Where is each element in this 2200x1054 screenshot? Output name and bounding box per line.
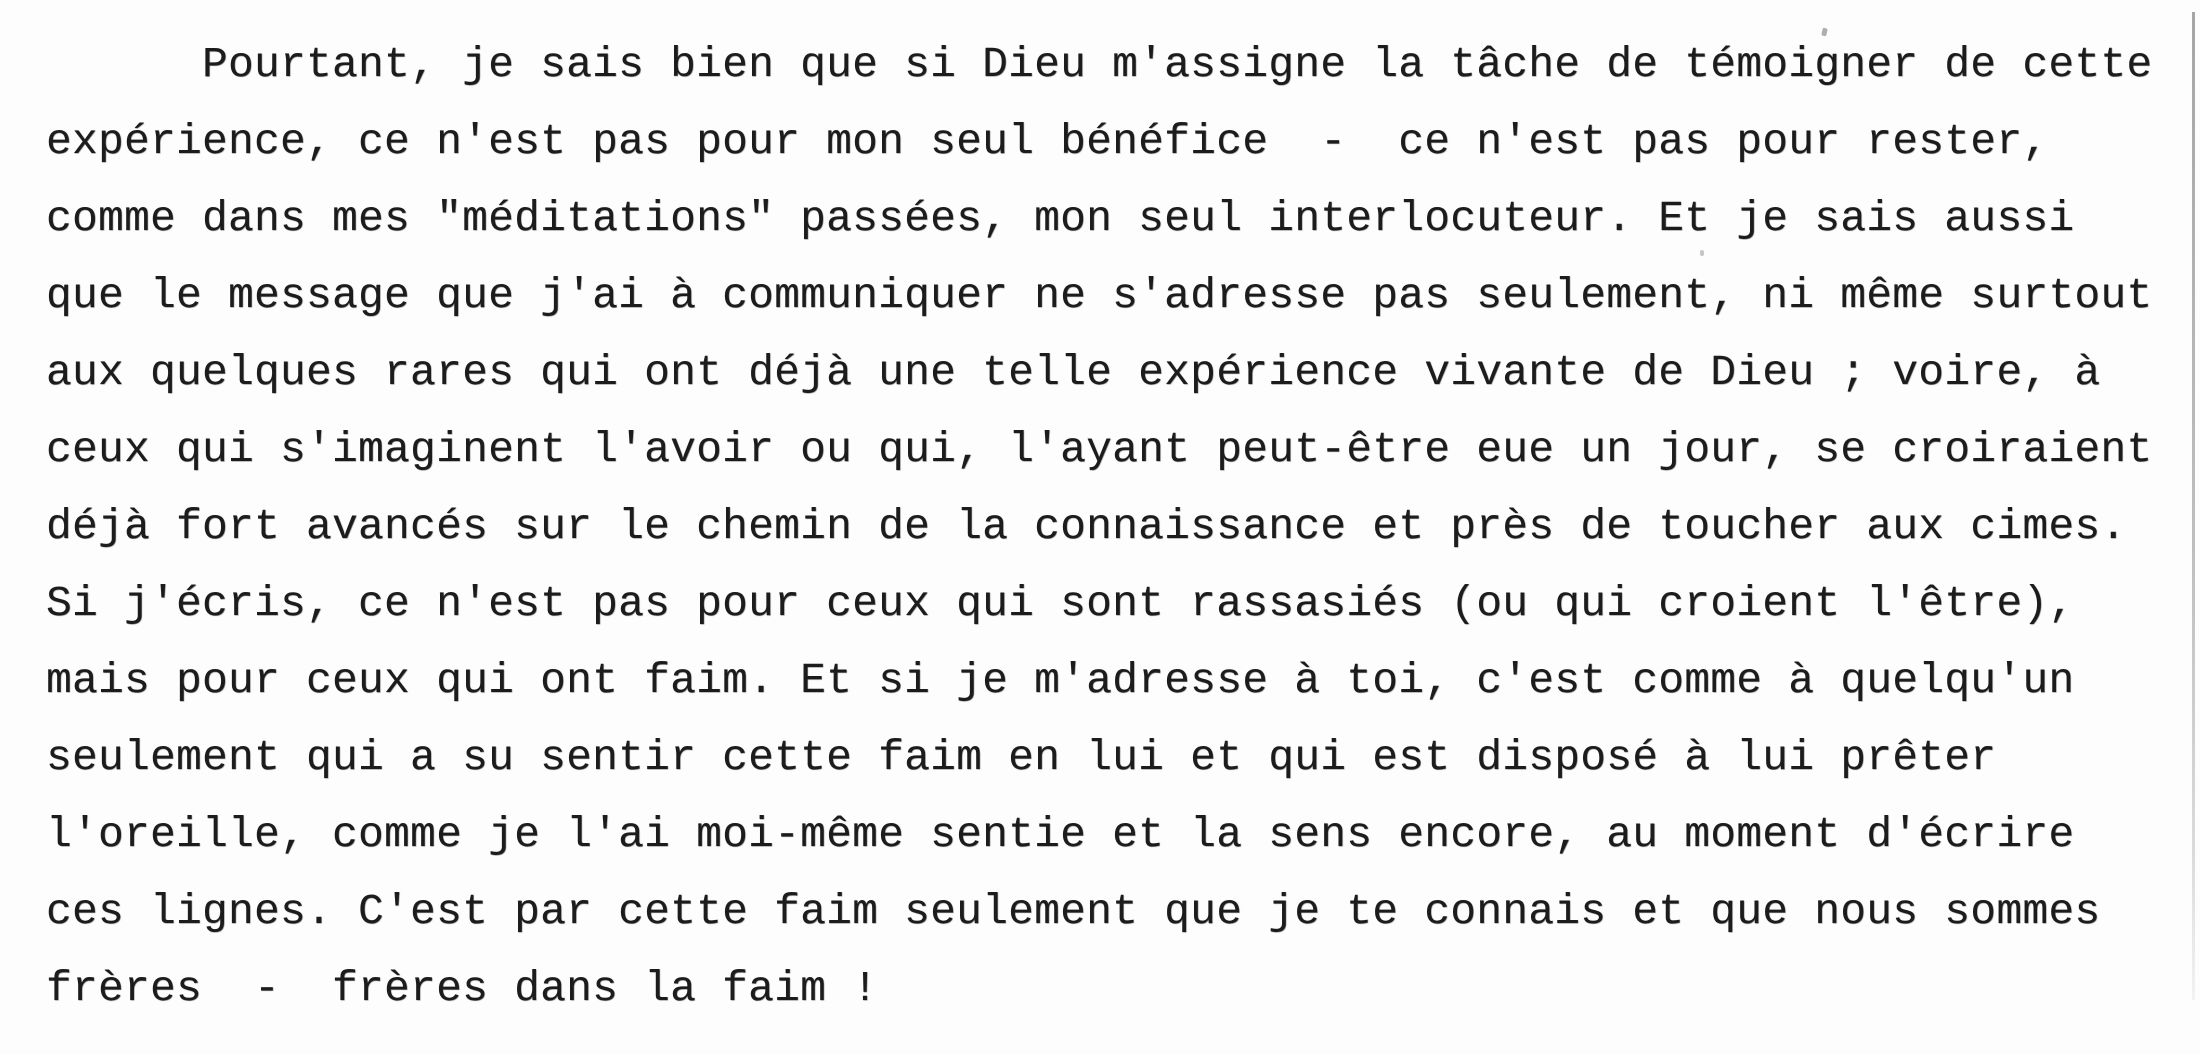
text-line: comme dans mes "méditations" passées, mon seul interlocuteur. Et je sais aussi — [46, 194, 2075, 243]
text-line: ceux qui s'imaginent l'avoir ou qui, l'ayant peut-être eue un jour, se croiraient — [46, 425, 2153, 474]
scan-speck — [1700, 250, 1704, 256]
text-line: expérience, ce n'est pas pour mon seul bénéfice - ce n'est pas pour rester, — [46, 117, 2049, 166]
text-line: Si j'écris, ce n'est pas pour ceux qui sont rassasiés (ou qui croient l'être), — [46, 579, 2075, 628]
text-line: aux quelques rares qui ont déjà une telle expérience vivante de Dieu ; voire, à — [46, 348, 2101, 397]
text-line: que le message que j'ai à communiquer ne s'adresse pas seulement, ni même surtout — [46, 271, 2153, 320]
text-line: ces lignes. C'est par cette faim seulement que je te connais et que nous sommes — [46, 887, 2101, 936]
text-line: frères - frères dans la faim ! — [46, 964, 879, 1013]
text-line: mais pour ceux qui ont faim. Et si je m'adresse à toi, c'est comme à quelqu'un — [46, 656, 2075, 705]
text-line: l'oreille, comme je l'ai moi-même sentie et la sens encore, au moment d'écrire — [46, 810, 2075, 859]
text-line: déjà fort avancés sur le chemin de la connaissance et près de toucher aux cimes. — [46, 502, 2127, 551]
paragraph-block — [46, 26, 2152, 1027]
scan-edge-artifact — [2192, 12, 2195, 1000]
text-line: Pourtant, je sais bien que si Dieu m'assigne la tâche de témoigner de cette — [46, 40, 2153, 89]
text-line: seulement qui a su sentir cette faim en lui et qui est disposé à lui prêter — [46, 733, 1997, 782]
